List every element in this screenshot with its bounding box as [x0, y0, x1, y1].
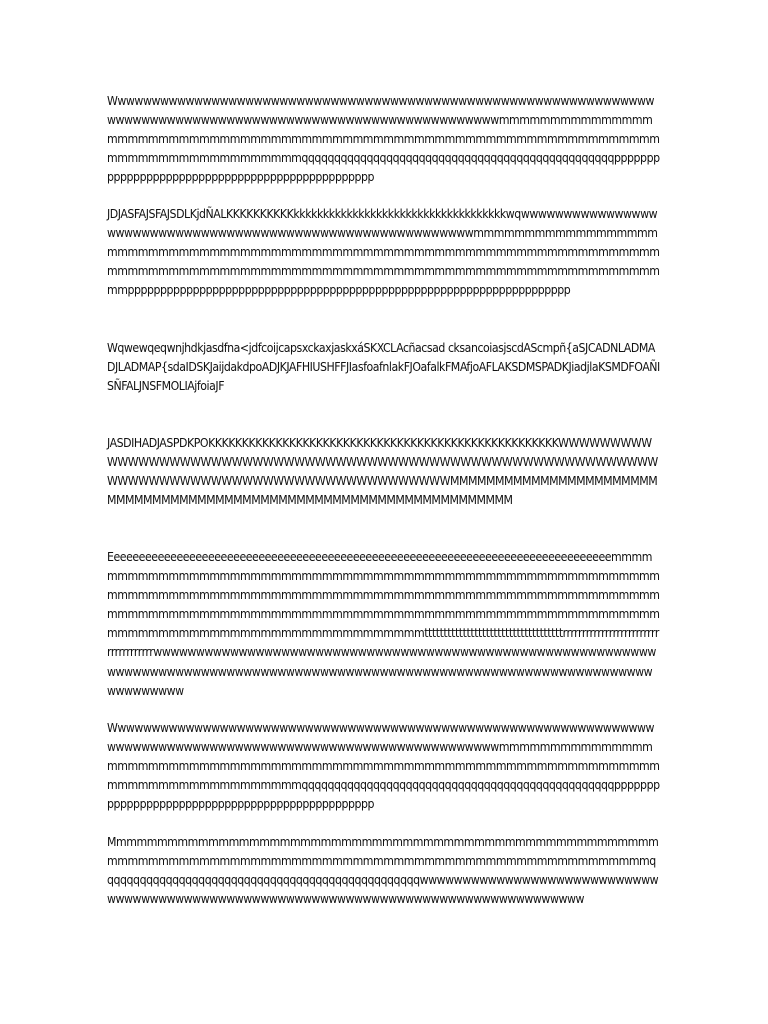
paragraph-2: JDJASFAJSFAJSDLKjdÑALKKKKKKKKKKkkkkkkkkkkkkkkkkkkkkkkkkkkkkkkkkkkkkwqwwwwwwwwwwwwwwwwwwwwwwwwwwwwwwwwwwwwwwwwwwwwwwwwwwwwwwwwwwwmmmmmmmmmmmmmmmmmmmmmmmmmmmmmmmmmmmmmmmmmmmmmmmmmmmmmmmmmmmmmmmmmmmmmmmmmmmmmmmmmmmmmmmmmmmmmmmmmmmmmmmmmmmmmmmmmmmmmmmmmmmmmmmmpppppppppppppppppppppppppppppppppppppppppppppppppppppppppppppppppppp [107, 207, 660, 298]
paragraph-6: Wwwwwwwwwwwwwwwwwwwwwwwwwwwwwwwwwwwwwwwwwwwwwwwwwwwwwwwwwwwwwwwwwwwwwwwwwwwwwwwwwwwwwwwwwwwwwwwwwwwwwwwwwwwwwwmmmmmmmmmmmmmmmmmmmmmmmmmmmmmmmmmmmmmmmmmmmmmmmmmmmmmmmmmmmmmmmmmmmmmmmmmmmmmmmmmmmmmmmmqqqqqqqqqqqqqqqqqqqqqqqqqqqqqqqqqqqqqqqqqqqqqqqqpppppppppppppppppppppppppppppppppppppppppppppppp [107, 721, 660, 812]
paragraph-5: Eeeeeeeeeeeeeeeeeeeeeeeeeeeeeeeeeeeeeeeeeeeeeeeeeeeeeeeeeeeeeeeeeeeeeeeeeeeeeeeemmmmmmmmmmmmmmmmmmmmmmmmmmmmmmmmmmmmmmmmmmmmmmmmmmmmmmmmmmmmmmmmmmmmmmmmmmmmmmmmmmmmmmmmmmmmmmmmmmmmmmmmmmmmmmmmmmmmmmmmmmmmmmmmmmmmmmmmmmmmmmmmmmmmmmmmmmmmmmmmmmmmmmmmmmmmmmmmmmmmmmmmmmmmmmmmmmmmmttttttttttttttttttttttttttttttttttttrrrrrrrrrrrrrrrrrrrrrrrrrrrrrrrrrrrrrwwwwwwwwwwwwwwwwwwwwwwwwwwwwwwwwwwwwwwwwwwwwwwwwwwwwwwwwwwwwwwwwwwwwwwwwwwwwwwwwwwwwwwwwwwwwwwwwwwwwwwwwwwwwwwwwwwwwwwwwwwwwwwwwwwww [107, 550, 660, 698]
paragraph-4: JASDIHADJASPDKPOKKKKKKKKKKKKKKKKKKKKKKKKKKKKKKKKKKKKKKKKKKKKKKKKKKKKWWWWWWWWWWWWWWWWWWWWWWWWWWWWWWWWWWWWWWWWWWWWWWWWWWWWWWWWWWWWWWWWWWWWWWWWWWWWWWWWWWWWWWWWWWWWWWWMMMMMMMMMMMMMMMMMMMMMMMMMMMMMMMMMMMMMMMMMMMMMMMMMMMMMMMMMMMMMMMMMMMM [107, 436, 658, 508]
paragraph-3: Wqwewqeqwnjhdkjasdfna<jdfcoijcapsxckaxjaskxáSKXCLAcñacsad cksancoiasjscdAScmpñ{aSJCADNLADMADJLADMAP{sdaIDSKJaijdakdpoADJKJAFHIUSHFFJIasfoafnlakFJOafalkFMAfjoAFLAKSDMSPADKJiadjlaKSMDFOAÑISÑFALJNSFMOLIAjfoiaJF [107, 341, 660, 394]
paragraph-1: Wwwwwwwwwwwwwwwwwwwwwwwwwwwwwwwwwwwwwwwwwwwwwwwwwwwwwwwwwwwwwwwwwwwwwwwwwwwwwwwwwwwwwwwwwwwwwwwwwwwwwwwwwwwwwwmmmmmmmmmmmmmmmmmmmmmmmmmmmmmmmmmmmmmmmmmmmmmmmmmmmmmmmmmmmmmmmmmmmmmmmmmmmmmmmmmmmmmmmmqqqqqqqqqqqqqqqqqqqqqqqqqqqqqqqqqqqqqqqqqqqqqqqqpppppppppppppppppppppppppppppppppppppppppppppppp [107, 94, 660, 185]
paragraph-7: Mmmmmmmmmmmmmmmmmmmmmmmmmmmmmmmmmmmmmmmmmmmmmmmmmmmmmmmmmmmmmmmmmmmmmmmmmmmmmmmmmmmmmmmmmmmmmmmmmmmmmmmmmmmqqqqqqqqqqqqqqqqqqqqqqqqqqqqqqqqqqqqqqqqqqqqqqqqqwwwwwwwwwwwwwwwwwwwwwwwwwwwwwwwwwwwwwwwwwwwwwwwwwwwwwwwwwwwwwwwwwwwwwwwwwwwwwwwwwwww [107, 835, 659, 907]
